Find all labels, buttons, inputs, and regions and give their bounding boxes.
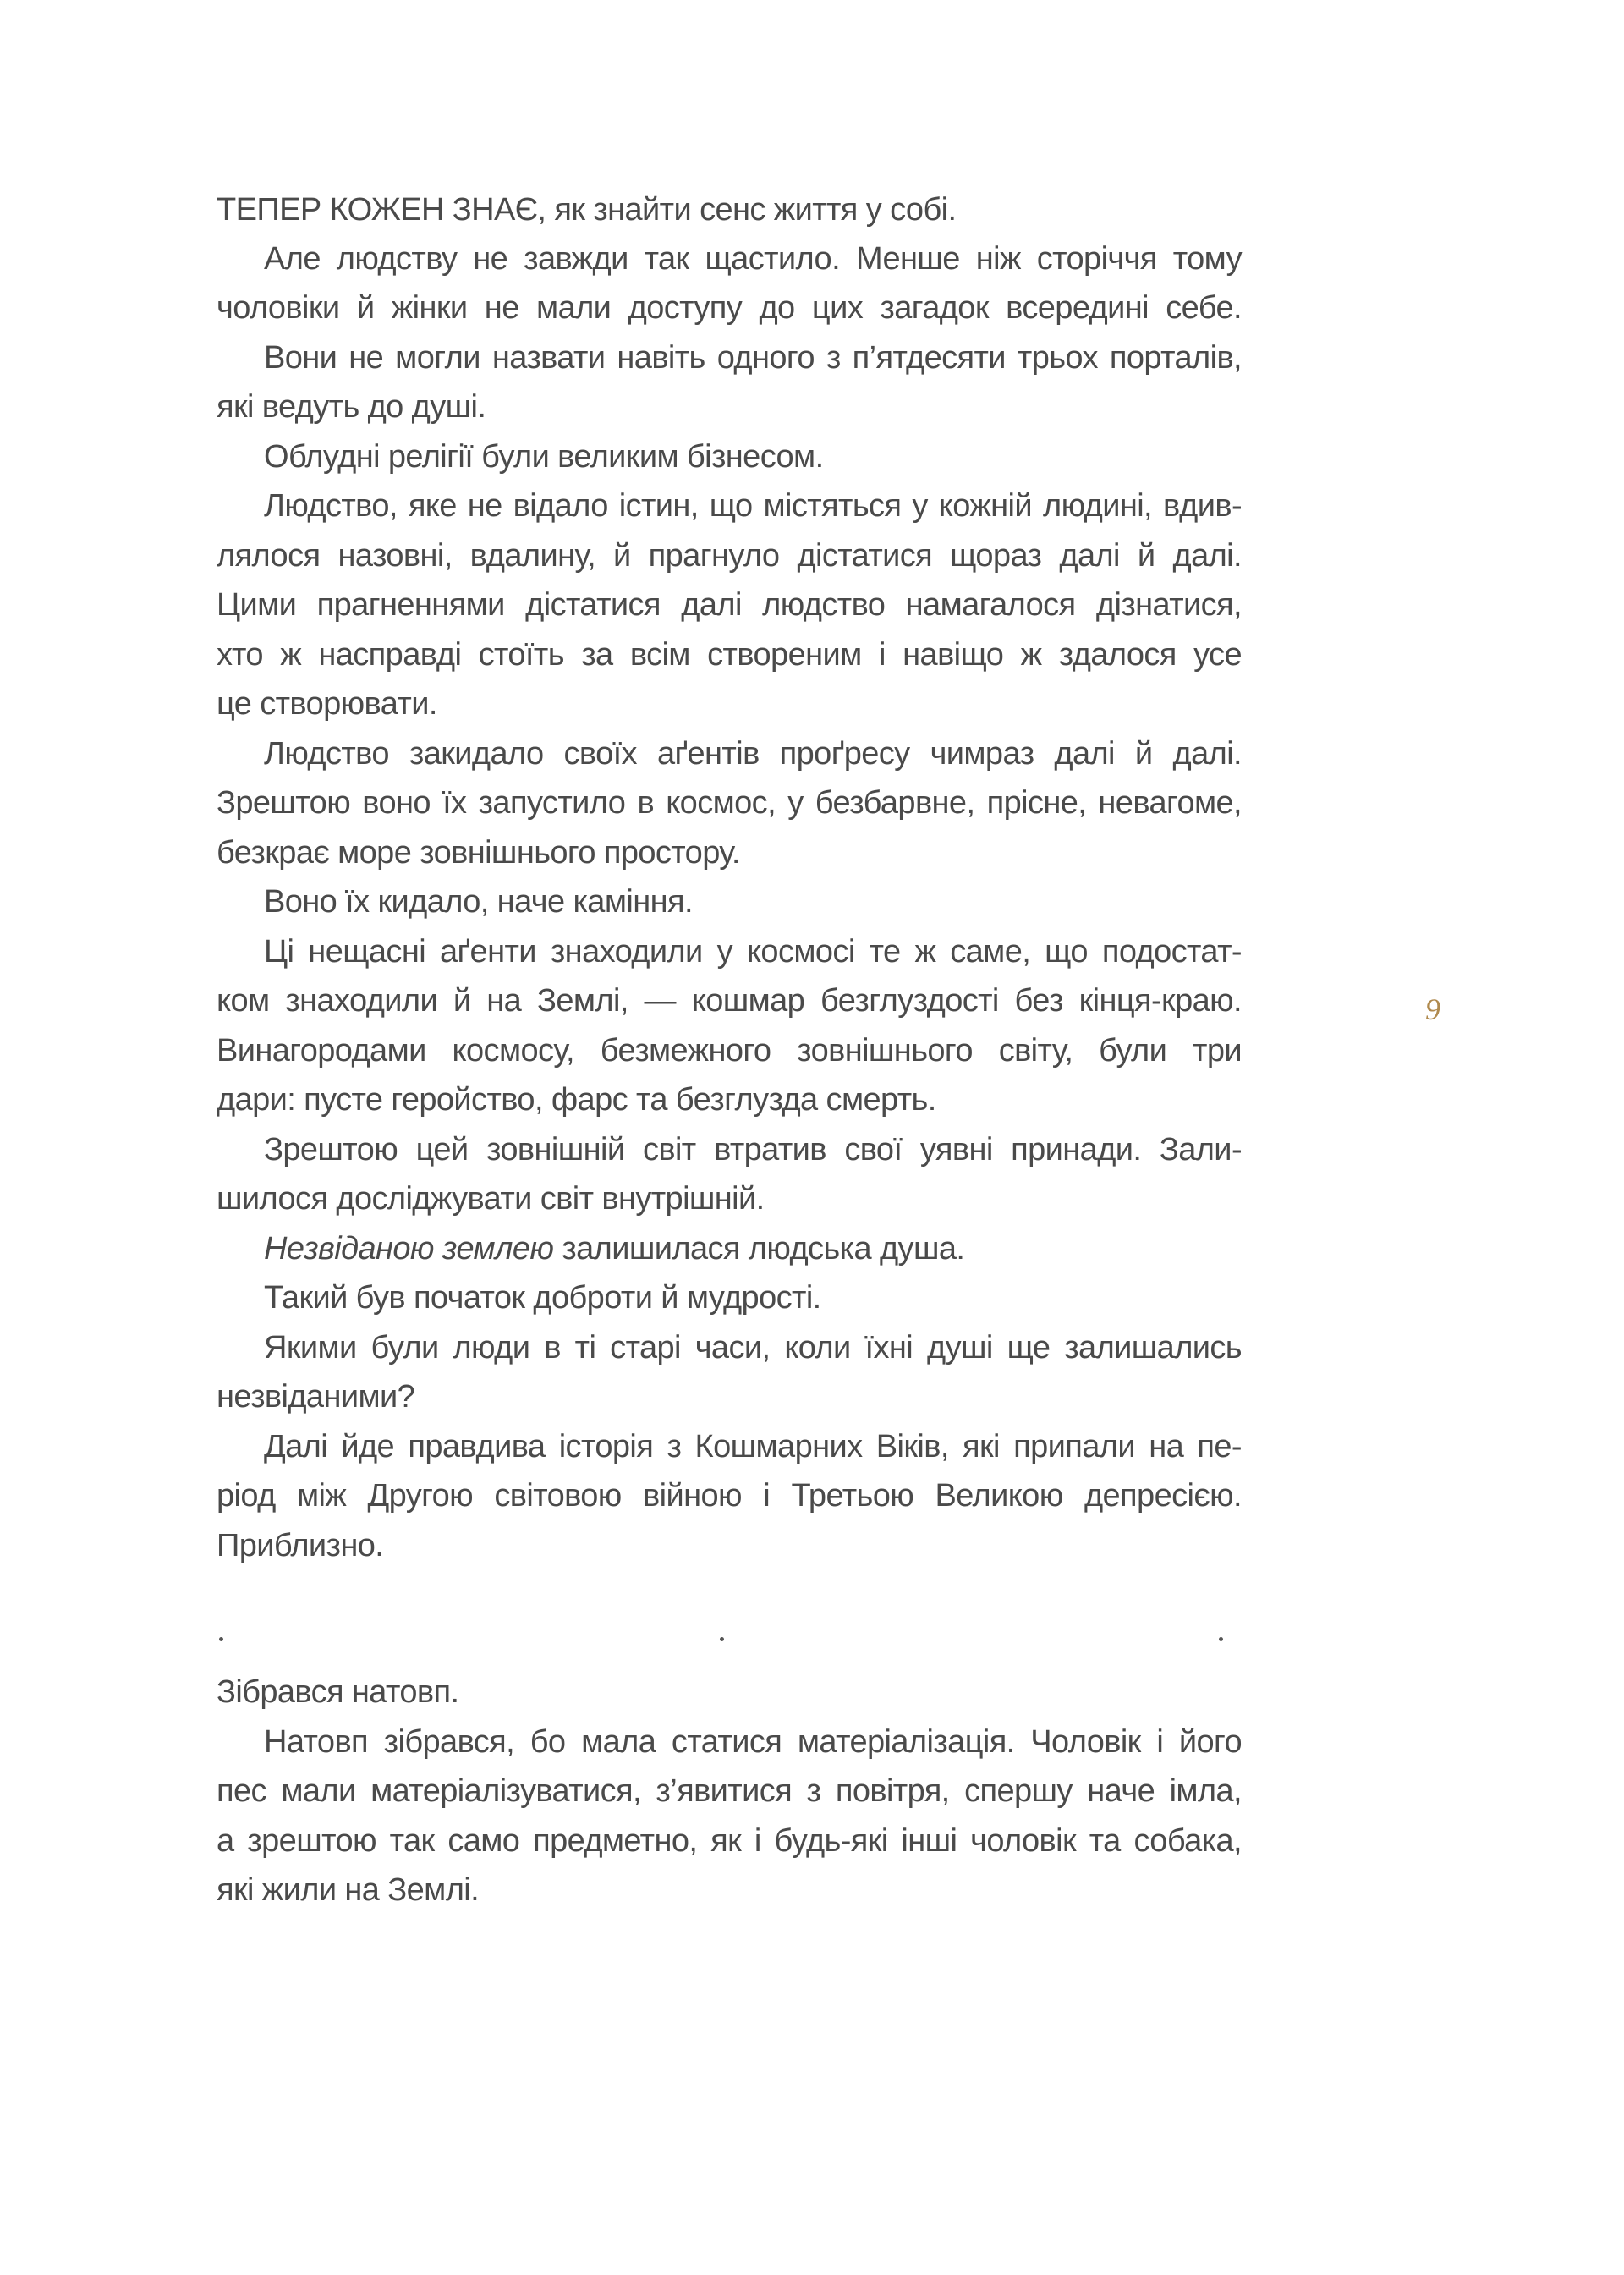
paragraph-line: які жили на Землі. xyxy=(217,1872,480,1908)
paragraph-line: шилося досліджувати світ внутрішній. xyxy=(217,1181,765,1217)
paragraph-line: Зрештою цей зовнішній світ втратив свої уявні принади. Зали- xyxy=(264,1132,1242,1168)
paragraph-line: Вони не могли назвати навіть одного з п’ятдесяти трьох порталів, xyxy=(264,340,1242,376)
paragraph-line: хто ж насправді стоїть за всім створеним і навіщо ж здалося усе xyxy=(217,637,1242,673)
paragraph-text: залишилася людська душа. xyxy=(553,1231,965,1267)
paragraph-line: лялося назовні, вдалину, й прагнуло дістатися щораз далі й далі. xyxy=(217,538,1242,574)
paragraph-line xyxy=(264,1228,964,1269)
paragraph-line: які ведуть до душі. xyxy=(217,389,486,425)
paragraph-line: Якими були люди в ті старі часи, коли їхні душі ще залишались xyxy=(264,1330,1242,1366)
paragraph-line: ком знаходили й на Землі, — кошмар безглуздості без кінця-краю. xyxy=(217,983,1242,1019)
paragraph-line: Цими прагненнями дістатися далі людство намагалося дізнатися, xyxy=(217,587,1242,623)
paragraph-line: дари: пусте геройство, фарс та безглузда смерть. xyxy=(217,1082,936,1118)
paragraph-line: Але людству не завжди так щастило. Менше ніж сторіччя тому xyxy=(264,241,1242,277)
paragraph-line: Воно їх кидало, наче каміння. xyxy=(264,884,693,920)
paragraph-line: Винагородами космосу, безмежного зовнішнього світу, були три xyxy=(217,1033,1242,1069)
paragraph-line: пес мали матеріалізуватися, з’явитися з повітря, спершу наче імла, xyxy=(217,1773,1242,1809)
paragraph-line: Такий був початок доброти й мудрості. xyxy=(264,1280,821,1316)
paragraph-line: Людство закидало своїх аґентів проґресу чимраз далі й далі. xyxy=(264,736,1242,772)
paragraph-line: Облудні релігії були великим бізнесом. xyxy=(264,439,824,475)
paragraph-line: Приблизно. xyxy=(217,1528,384,1563)
paragraph-line: безкрає море зовнішнього простору. xyxy=(217,835,740,871)
paragraph-line: це створювати. xyxy=(217,686,437,722)
paragraph-line: незвіданими? xyxy=(217,1379,415,1415)
paragraph-line: Людство, яке не відало істин, що містяться у кожній людині, вдив- xyxy=(264,488,1242,524)
section-separator-dot xyxy=(720,1637,724,1641)
paragraph-line: чоловіки й жінки не мали доступу до цих загадок всередині себе. xyxy=(217,290,1242,326)
paragraph-line: а зрештою так само предметно, як і будь-які інші чоловік та собака, xyxy=(217,1823,1242,1859)
paragraph-line: Натовп зібрався, бо мала статися матеріалізація. Чоловік і його xyxy=(264,1724,1242,1760)
paragraph-line: Зібрався натовп. xyxy=(217,1674,459,1710)
paragraph-line: Ці нещасні аґенти знаходили у космосі те ж саме, що подостат- xyxy=(264,934,1242,970)
paragraph-line: ріод між Другою світовою війною і Третьою Великою депресією. xyxy=(217,1478,1242,1514)
section-separator-dot xyxy=(219,1637,223,1641)
paragraph-line: ТЕПЕР КОЖЕН ЗНАЄ, як знайти сенс життя у собі. xyxy=(217,192,957,228)
paragraph-line: Зрештою воно їх запустило в космос, у безбарвне, прісне, невагоме, xyxy=(217,785,1242,821)
paragraph-line: Далі йде правдива історія з Кошмарних Віків, які припали на пе- xyxy=(264,1429,1242,1464)
page-number: 9 xyxy=(1425,992,1440,1026)
emphasis-text: Незвіданою землею xyxy=(264,1231,554,1267)
section-separator-dot xyxy=(1219,1637,1223,1641)
